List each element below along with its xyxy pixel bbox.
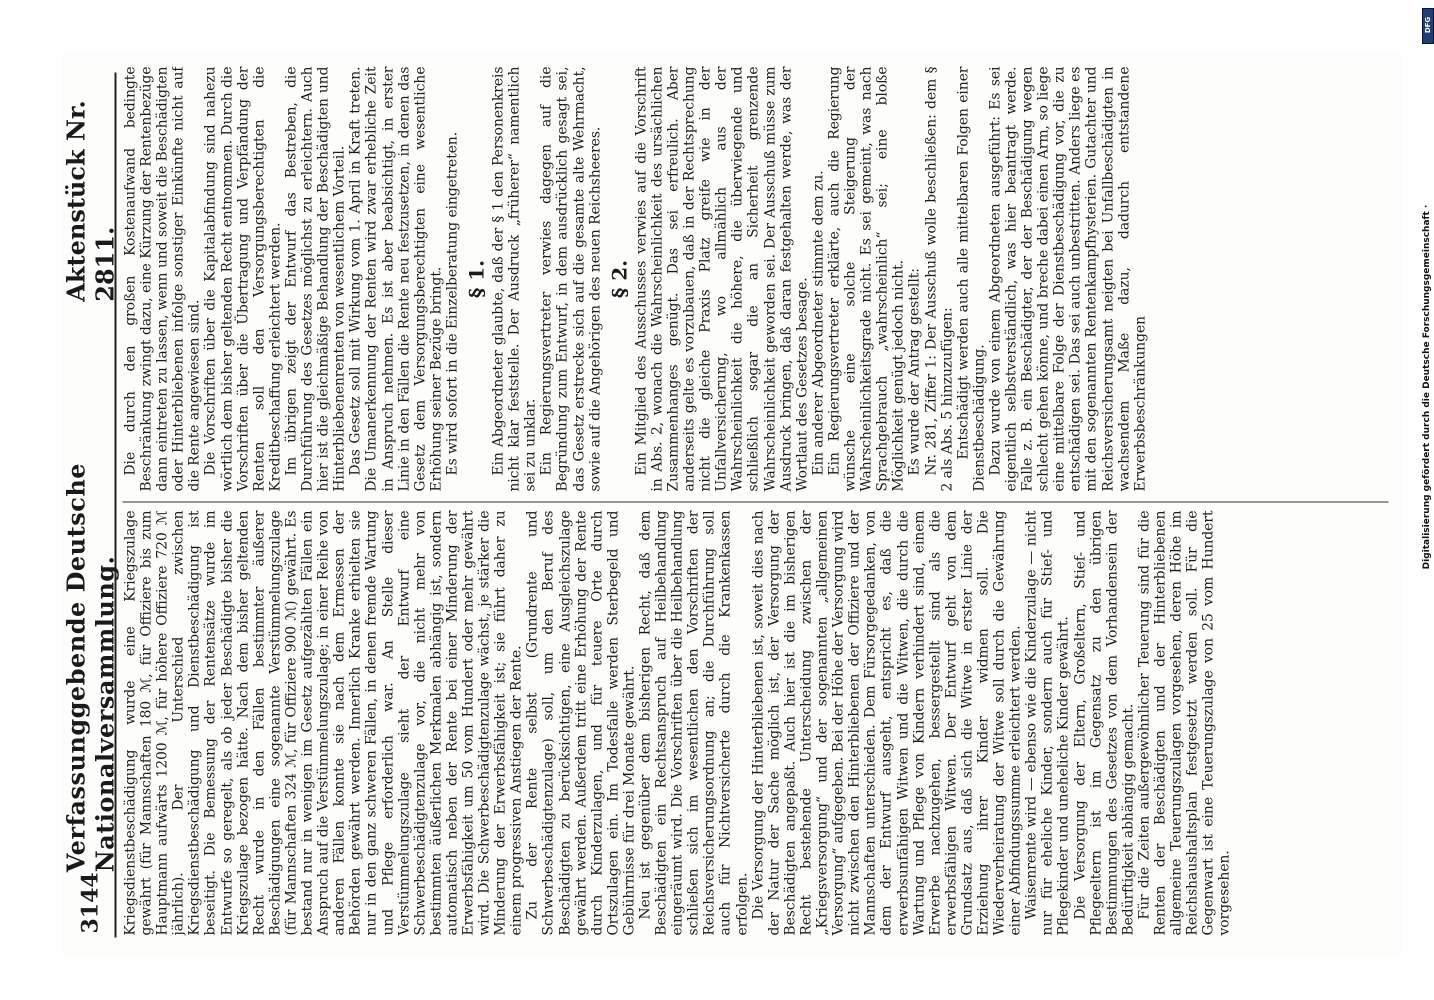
dfg-logo [1422, 8, 1434, 44]
column-divider [122, 501, 1388, 502]
page-number: 3144 [77, 871, 103, 933]
paragraph: Waisenrente wird — ebenso wie die Kinderzulage — nicht nur für eheliche Kinder, sondern auch für Stief- und Pflegekinder und uneheliche Kinder gewährt. [1023, 510, 1072, 935]
paragraph: Ein Abgeordneter glaubte, daß der § 1 den Personenkreis nicht klar feststelle. Der Ausdruck „früherer“ namentlich sei zu unklar. [490, 66, 539, 491]
dfg-logo-text: DFG [1424, 16, 1432, 34]
paragraph: Dazu wurde von einem Abgeordneten ausgeführt: Es sei eigentlich selbstverständlich, was hier beantragt werde. Falle z. B. ein Beschädigter, der der Beschädigung wegen schlecht gehen könne, und breche dabei einen Arm, so liege eine mittelbare Folge der Dienstbeschädigung vor, die zu entschädigen sei. Das sei auch unbestritten. Anders liege es mit den sogenannten Rentenkampfhysterien. Gutachter und Reichsversicherungsamt neigten bei Unfallbeschädigten in wachsendem Maße dazu, dadurch entstandene Erwerbsbeschränkungen [986, 66, 1148, 491]
digitization-credit [1422, 8, 1432, 998]
paragraph: Es wurde der Antrag gestellt: [906, 267, 923, 475]
paragraph: Im übrigen zeigt der Entwurf das Bestreben, die Durchführung des Gesetzes möglichst zu erleichtern. Auch hier ist die gleichmäßige Behandlung der Beschädigten und Hinterbliebenenrenten von wesentlichem Vorteil. [282, 66, 348, 491]
paragraph: Es wird sofort in die Einzelberatung eingetreten. [443, 131, 460, 475]
right-column [122, 66, 1396, 491]
paragraph: Die Vorschriften über die Kapitalabfindung sind nahezu wörtlich dem bisher geltenden Recht entnommen. Durch die Vorschriften über die Übertragung und Verpfändung der Renten soll den Versorgungsberechtigten die Kreditbeschaffung erleichtert werden. [202, 66, 283, 491]
paragraph: Die Versorgung der Hinterbliebenen ist, soweit dies nach der Natur der Sache möglich ist, der Versorgung der Beschädigten angepaßt. Auch hier ist die im bisherigen Recht bestehende Unterscheidung zwischen der „Kriegsversorgung“ und der sogenannten „allgemeinen Versorgung“ aufgegeben. Bei der Höhe der Versorgung wird nicht zwischen den Hinterbliebenen der Offiziere und der Mannschaften unterschieden. Dem Fürsorgegedanken, von dem der Entwurf ausgeht, entspricht es, daß die erwerbsunfähigen Witwen und die Witwen, die durch die Wartung und Pflege von Kindern verhindert sind, einem Erwerbe nachzugehen, bessergestellt sind als die erwerbsfähigen Witwen. Der Entwurf geht von dem Grundsatz aus, daß sich die Witwe in erster Linie der Erziehung ihrer Kinder widmen soll. Die Wiederverheiratung der Witwe soll durch die Gewährung einer Abfindungssumme erleichtert werden. [749, 510, 1024, 935]
paragraph: Entschädigt werden auch alle mittelbaren Folgen einer Dienstbeschädigung. [954, 66, 987, 491]
paragraph: Kriegsdienstbeschädigung wurde eine Kriegszulage gewährt (für Mannschaften 180 ℳ, für Offiziere bis zum Hauptmann aufwärts 1200 ℳ, für höhere Offiziere 720 ℳ jährlich). Der Unterschied zwischen Kriegsdienstbeschädigung und Dienstbeschädigung ist beseitigt. Die Bemessung der Rentensätze wurde im Entwurfe so geregelt, als ob jeder Beschädigte bisher die Kriegszulage bezogen hätte. Nach dem bisher geltenden Recht wurde in den Fällen bestimmter äußerer Beschädigungen eine sogenannte Verstümmelungszulage (für Mannschaften 324 ℳ, für Offiziere 900 ℳ) gewährt. Es bestand nur in wenigen im Gesetz aufgezählten Fällen ein Anspruch auf die Verstümmelungszulage; in einer Reihe von anderen Fällen konnte sie nach dem Ermessen der Behörden gewährt werden. Innerlich Kranke erhielten sie nur in den ganz schweren Fällen, in denen fremde Wartung und Pflege erforderlich war. An Stelle dieser Verstümmelungszulage sieht der Entwurf eine Schwerbeschädigtenzulage vor, die nicht mehr von bestimmten äußerlichen Merkmalen abhängig ist, sondern automatisch neben der Rente bei einer Minderung der Erwerbsfähigkeit um 50 vom Hundert oder mehr gewährt wird. Die Schwerbeschädigtenzulage wächst, je stärker die Minderung der Erwerbsfähigkeit ist; sie führt daher zu einem progressiven Anstiegen der Rente. [122, 510, 525, 935]
page-title: Verfassunggebende Deutsche Nationalversammlung. [61, 462, 119, 872]
paragraph: Die Versorgung der Eltern, Großeltern, Stief- und Pflegeeltern ist im Gegensatz zu den übrigen Bestimmungen des Gesetzes von dem Vorhandensein der Bedürftigkeit abhängig gemacht. [1071, 510, 1136, 935]
paragraph: Die durch den großen Kostenaufwand bedingte Beschränkung zwingt dazu, eine Kürzung der Rentenbezüge dann eintreten zu lassen, wenn und soweit die Beschädigten oder Hinterbliebenen infolge sonstiger Einkünfte nicht auf die Rente angewiesen sind. [122, 66, 203, 491]
scanned-page [62, 52, 1402, 957]
document-page [62, 52, 1402, 957]
paragraph: Das Gesetz soll mit Wirkung vom 1. April in Kraft treten. Die Umanerkennung der Renten wird zwar erhebliche Zeit in Anspruch nehmen. Es ist aber beabsichtigt, in erster Linie in den Fällen die Rente neu festzusetzen, in denen das Gesetz dem Versorgungsberechtigten eine wesentliche Erhöhung seiner Bezüge bringt. [347, 66, 444, 491]
paragraph: Ein Mitglied des Ausschusses verwies auf die Vorschrift in Abs. 2, wonach die Wahrscheinlichkeit des ursächlichen Zusammenhanges genügt. Das sei erfreulich. Aber anderseits gelte es vorzubauen, daß in der Rechtsprechung nicht die gleiche Praxis Platz greife wie in der Unfallversicherung, wo allmählich aus der Wahrscheinlichkeit die höhere, die überwiegende und schließlich sogar die an Sicherheit grenzende Wahrscheinlichkeit geworden sei. Der Ausschuß müsse zum Ausdruck bringen, daß daran festgehalten werde, was der Wortlaut des Gesetzes besage. [632, 66, 810, 491]
left-column [122, 510, 1396, 935]
section-heading: § 2. [606, 259, 631, 298]
header-rule [114, 72, 116, 937]
paragraph: Ein Regierungsvertreter verwies dagegen auf die Begründung zum Entwurf, in dem ausdrücklich gesagt sei, das Gesetz erstrecke sich auf die gesamte alte Wehrmacht, sowie auf die Angehörigen des neuen Reichsheeres. [538, 66, 603, 491]
paragraph: Nr. 281, Ziffer 1: Der Ausschuß wolle beschließen: dem § 2 als Abs. 5 hinzuzufügen: [922, 66, 955, 491]
page-header [61, 80, 119, 933]
paragraph: Zu der Rente selbst (Grundrente und Schwerbeschädigtenzulage) soll, um den Beruf des Beschädigten zu berücksichtigen, eine Ausgleichszulage gewährt werden. Außerdem tritt eine Erhöhung der Rente durch Kinderzulagen, und für teuere Orte durch Ortszulagen ein. Im Todesfalle werden Sterbegeld und Gebührnisse für drei Monate gewährt. [524, 510, 637, 935]
paragraph: Für die Zeiten außergewöhnlicher Teuerung sind für die Renten der Beschädigten und der Hinterbliebenen allgemeine Teuerungszulagen vorgesehen, deren Höhe im Reichshaushaltsplan festgesetzt werden soll. Für die Gegenwart ist eine Teuerungszulage von 25 vom Hundert vorgesehen. [1135, 510, 1233, 935]
paragraph: Neu ist gegenüber dem bisherigen Recht, daß dem Beschädigten ein Rechtsanspruch auf Heilbehandlung eingeräumt wird. Die Vorschriften über die Heilbehandlung schließen sich im wesentlichen den Vorschriften der Reichsversicherungsordnung an; die Durchführung soll auch für Nichtversicherte durch die Krankenkassen erfolgen. [637, 510, 750, 935]
paragraph: Ein Regierungsvertreter erklärte, auch die Regierung wünsche eine solche Steigerung der Wahrscheinlichkeitsgrade nicht. Es sei gemeint, was nach Sprachgebrauch „wahrscheinlich“ sei; eine bloße Möglichkeit genügt jedoch nicht. [825, 66, 907, 491]
document-number: Aktenstück Nr. 2811. [61, 99, 119, 302]
credit-text: Digitalisierung gefördert durch die Deutsche Forschungsgemeinschaft · [1422, 204, 1432, 570]
paragraph: Ein anderer Abgeordneter stimmte dem zu. [809, 169, 826, 475]
section-heading: § 1. [463, 259, 488, 298]
